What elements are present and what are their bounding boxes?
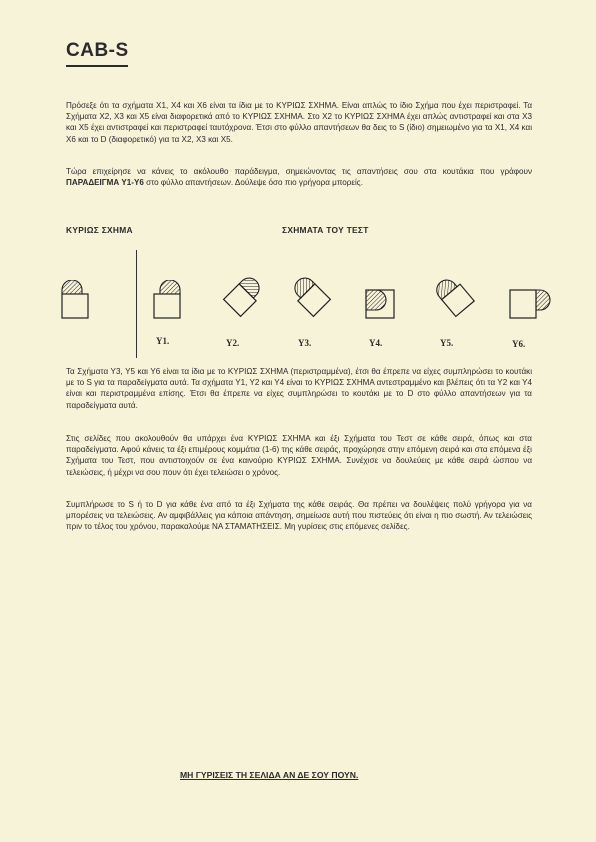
- paragraph-4: Στις σελίδες που ακολουθούν θα υπάρχει ένα ΚΥΡΙΩΣ ΣΧΗΜΑ και έξι Σχήματα του Τεστ σε κάθε σειρά, όπως και στα παραδείγματα. Αφού κάνεις τα έξι επιμέρους κομμάτια (1-6) της κάθε σειράς, προχώρησε στην επόμενη σειρά και στα επόμενα έξι Σχήματα του Τεστ, που αντιστοιχούν σε ένα καινούριο ΚΥΡΙΩΣ ΣΧΗΜΑ. Συνέχισε να δουλεύεις με κάθε σειρά ώσπου να τελειώσεις, ή μέχρι να σου πουν ότι έχει τελειώσει ο χρόνος.: [66, 434, 532, 477]
- figure-label-y6: Y6.: [512, 339, 526, 349]
- figure-label-y2: Y2.: [226, 338, 240, 348]
- figure-y3: [288, 270, 336, 322]
- paragraph-5: Συμπλήρωσε το S ή το D για κάθε ένα από τα έξι Σχήματα της κάθε σειράς. Θα πρέπει να δουλέψεις πολύ γρήγορα για να μπορέσεις να τελειώσεις. Αν αμφιβάλλεις για κάποια απάντηση, σημείωσε αυτή που πιστεύεις ότι είναι η πιο σωστή. Αν τελειώσεις πριν το τέλος του χρόνου, παρακαλούμε ΝΑ ΣΤΑΜΑΤΗΣΕΙΣ. Μη γυρίσεις στις επόμενες σελίδες.: [66, 500, 532, 532]
- figure-divider: [136, 250, 137, 358]
- paragraph-2-bold: ΠΑΡΑΔΕΙΓΜΑ Υ1-Υ6: [66, 178, 144, 188]
- document-title: CAB-S: [66, 40, 129, 61]
- paragraph-2-text-b: στο φύλλο απαντήσεων. Δούλεψε όσο πιο γρήγορα μπορείς.: [143, 178, 363, 188]
- title-underline: [66, 65, 128, 67]
- paragraph-2: [66, 166, 532, 188]
- figure-y2: [218, 272, 266, 320]
- figure-y4: [362, 280, 404, 322]
- figure-label-y3: Y3.: [298, 338, 312, 348]
- figure-y1: [150, 280, 190, 322]
- paragraph-2-text-a: Τώρα επιχείρησε να κάνεις το ακόλουθο παράδειγμα, σημειώνοντας τις απαντήσεις σου στα κουτάκια που γράφουν: [66, 167, 532, 176]
- test-figures-label: ΣΧΗΜΑΤΑ ΤΟΥ ΤΕΣΤ: [282, 225, 369, 235]
- footer-note: ΜΗ ΓΥΡΙΣΕΙΣ ΤΗ ΣΕΛΙΔΑ ΑΝ ΔΕ ΣΟΥ ΠΟΥΝ.: [180, 770, 359, 780]
- figure-y6: [506, 282, 552, 324]
- figure-label-y1: Y1.: [156, 336, 170, 346]
- paragraph-3: Τα Σχήματα Υ3, Υ5 και Υ6 είναι τα ίδια με το ΚΥΡΙΩΣ ΣΧΗΜΑ (περιστραμμένα), έτσι θα έπρεπε να είχες συμπληρώσει το κουτάκι με το S για τα παραδείγματα αυτά. Τα σχήματα Υ1, Υ2 και Υ4 είναι το ΚΥΡΙΩΣ ΣΧΗΜΑ αντεστραμμένο και βλέπεις ότι τα Υ2 και Υ4 είναι και περιστραμμένα επίσης. Έτσι θα έπρεπε να είχες συμπληρώσει το κουτάκι με το D στο φύλλο απαντήσεων για τα παραδείγματα αυτά.: [66, 367, 532, 410]
- figure-label-y4: Y4.: [369, 338, 383, 348]
- main-figure-label: ΚΥΡΙΩΣ ΣΧΗΜΑ: [66, 225, 133, 235]
- paragraph-1: Πρόσεξε ότι τα σχήματα Χ1, Χ4 και Χ6 είναι τα ίδια με το ΚΥΡΙΩΣ ΣΧΗΜΑ. Είναι απλώς το ίδιο Σχήμα που έχει περιστραφεί. Τα Σχήματα Χ2, Χ3 και Χ5 είναι διαφορετικά από το ΚΥΡΙΩΣ ΣΧΗΜΑ. Στο Χ2 το ΚΥΡΙΩΣ ΣΧΗΜΑ έχει απλώς αντιστραφεί και στα Χ3 και Χ5 έχει αντιστραφεί και περιστραφεί ταυτόχρονα. Έτσι στο φύλλο απαντήσεων θα δεις το S (ίδιο) σημειωμένο για τα Χ1, Χ4 και Χ6 και το D (διαφορετικό) για τα Χ2, Χ3 και Χ5.: [66, 101, 532, 144]
- main-figure: [58, 280, 98, 322]
- figure-y5: [432, 272, 482, 322]
- figure-label-y5: Y5.: [440, 338, 454, 348]
